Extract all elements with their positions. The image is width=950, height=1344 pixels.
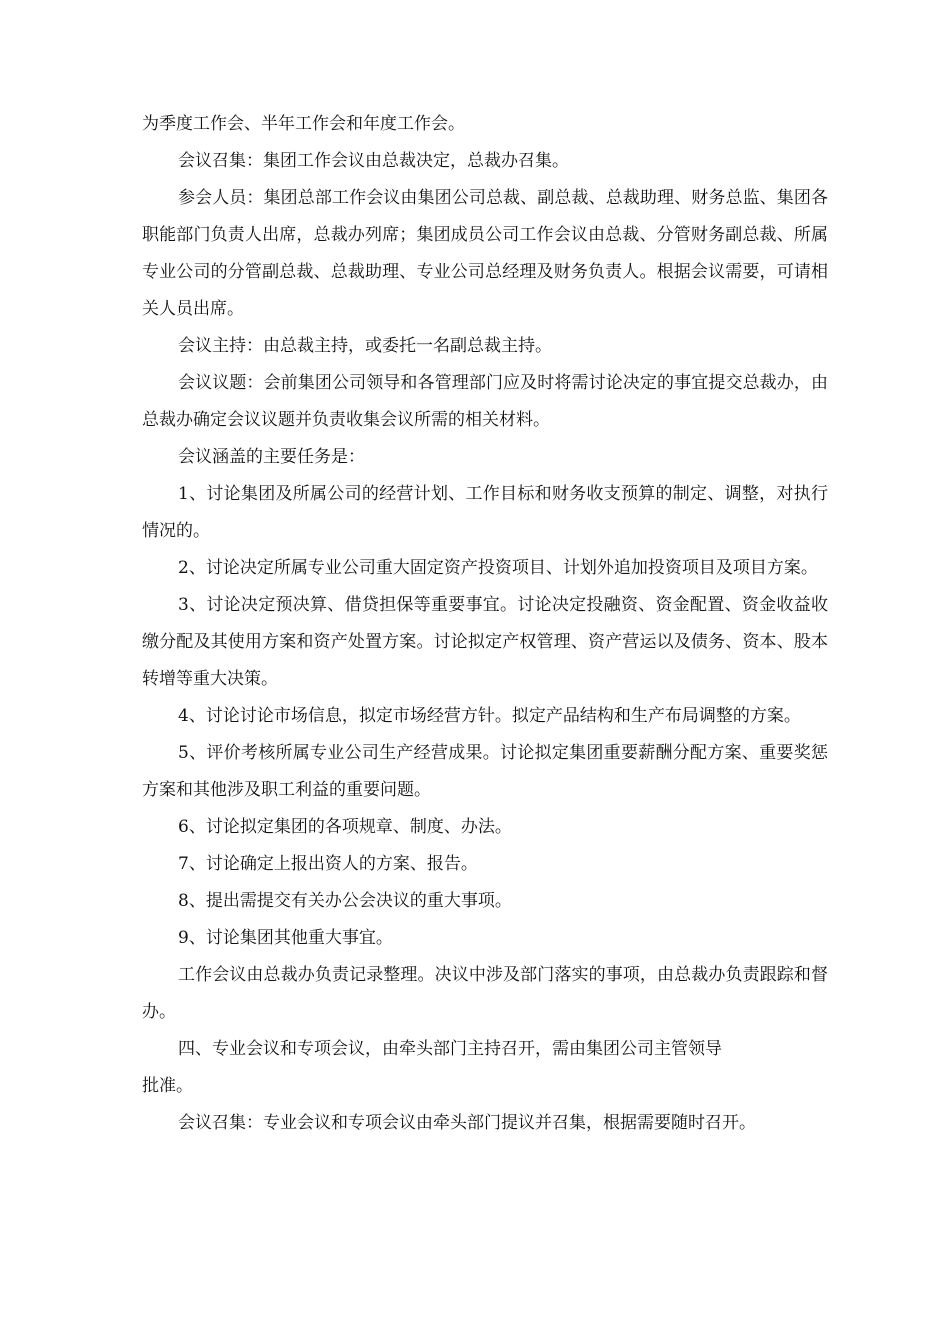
list-item-8: 8、提出需提交有关办公会决议的重大事项。 [178, 891, 512, 911]
paragraph-special-convening: 会议召集：专业会议和专项会议由牵头部门提议并召集，根据需要随时召开。 [178, 1113, 756, 1133]
paragraph-agenda: 会议议题：会前集团公司领导和各管理部门应及时将需讨论决定的事宜提交总裁办，由总裁办确定会议议题并负责收集会议所需的相关材料。 [142, 373, 828, 430]
list-item-2: 2、讨论决定所属专业公司重大固定资产投资项目、计划外追加投资项目及项目方案。 [178, 558, 818, 578]
list-item-9: 9、讨论集团其他重大事宜。 [178, 928, 393, 948]
list-item-3: 3、讨论决定预决算、借贷担保等重要事宜。讨论决定投融资、资金配置、资金收益收缴分配及其使用方案和资产处置方案。讨论拟定产权管理、资产营运以及债务、资本、股本转增等重大决策。 [142, 595, 828, 689]
list-item-4: 4、讨论讨论市场信息，拟定市场经营方针。拟定产品结构和生产布局调整的方案。 [178, 706, 801, 726]
section-heading-4: 四、专业会议和专项会议，由牵头部门主持召开，需由集团公司主管领导 [178, 1039, 722, 1059]
paragraph-tasks-heading: 会议涵盖的主要任务是： [178, 447, 365, 467]
paragraph-convening: 会议召集：集团工作会议由总裁决定，总裁办召集。 [178, 151, 569, 171]
list-item-5: 5、评价考核所属专业公司生产经营成果。讨论拟定集团重要薪酬分配方案、重要奖惩方案和其他涉及职工利益的重要问题。 [142, 743, 828, 800]
list-item-1: 1、讨论集团及所属公司的经营计划、工作目标和财务收支预算的制定、调整，对执行情况的。 [142, 484, 828, 541]
list-item-7: 7、讨论确定上报出资人的方案、报告。 [178, 854, 478, 874]
paragraph-minutes: 工作会议由总裁办负责记录整理。决议中涉及部门落实的事项，由总裁办负责跟踪和督办。 [142, 965, 828, 1022]
document-body [142, 106, 828, 1142]
list-item-6: 6、讨论拟定集团的各项规章、制度、办法。 [178, 817, 512, 837]
paragraph-chair: 会议主持：由总裁主持，或委托一名副总裁主持。 [178, 336, 552, 356]
paragraph-attendees: 参会人员：集团总部工作会议由集团公司总裁、副总裁、总裁助理、财务总监、集团各职能部门负责人出席，总裁办列席；集团成员公司工作会议由总裁、分管财务副总裁、所属专业公司的分管副总裁、总裁助理、专业公司总经理及财务负责人。根据会议需要，可请相关人员出席。 [142, 188, 828, 319]
paragraph-meeting-types: 为季度工作会、半年工作会和年度工作会。 [142, 114, 465, 134]
section-heading-4-continued: 批准。 [142, 1076, 193, 1096]
